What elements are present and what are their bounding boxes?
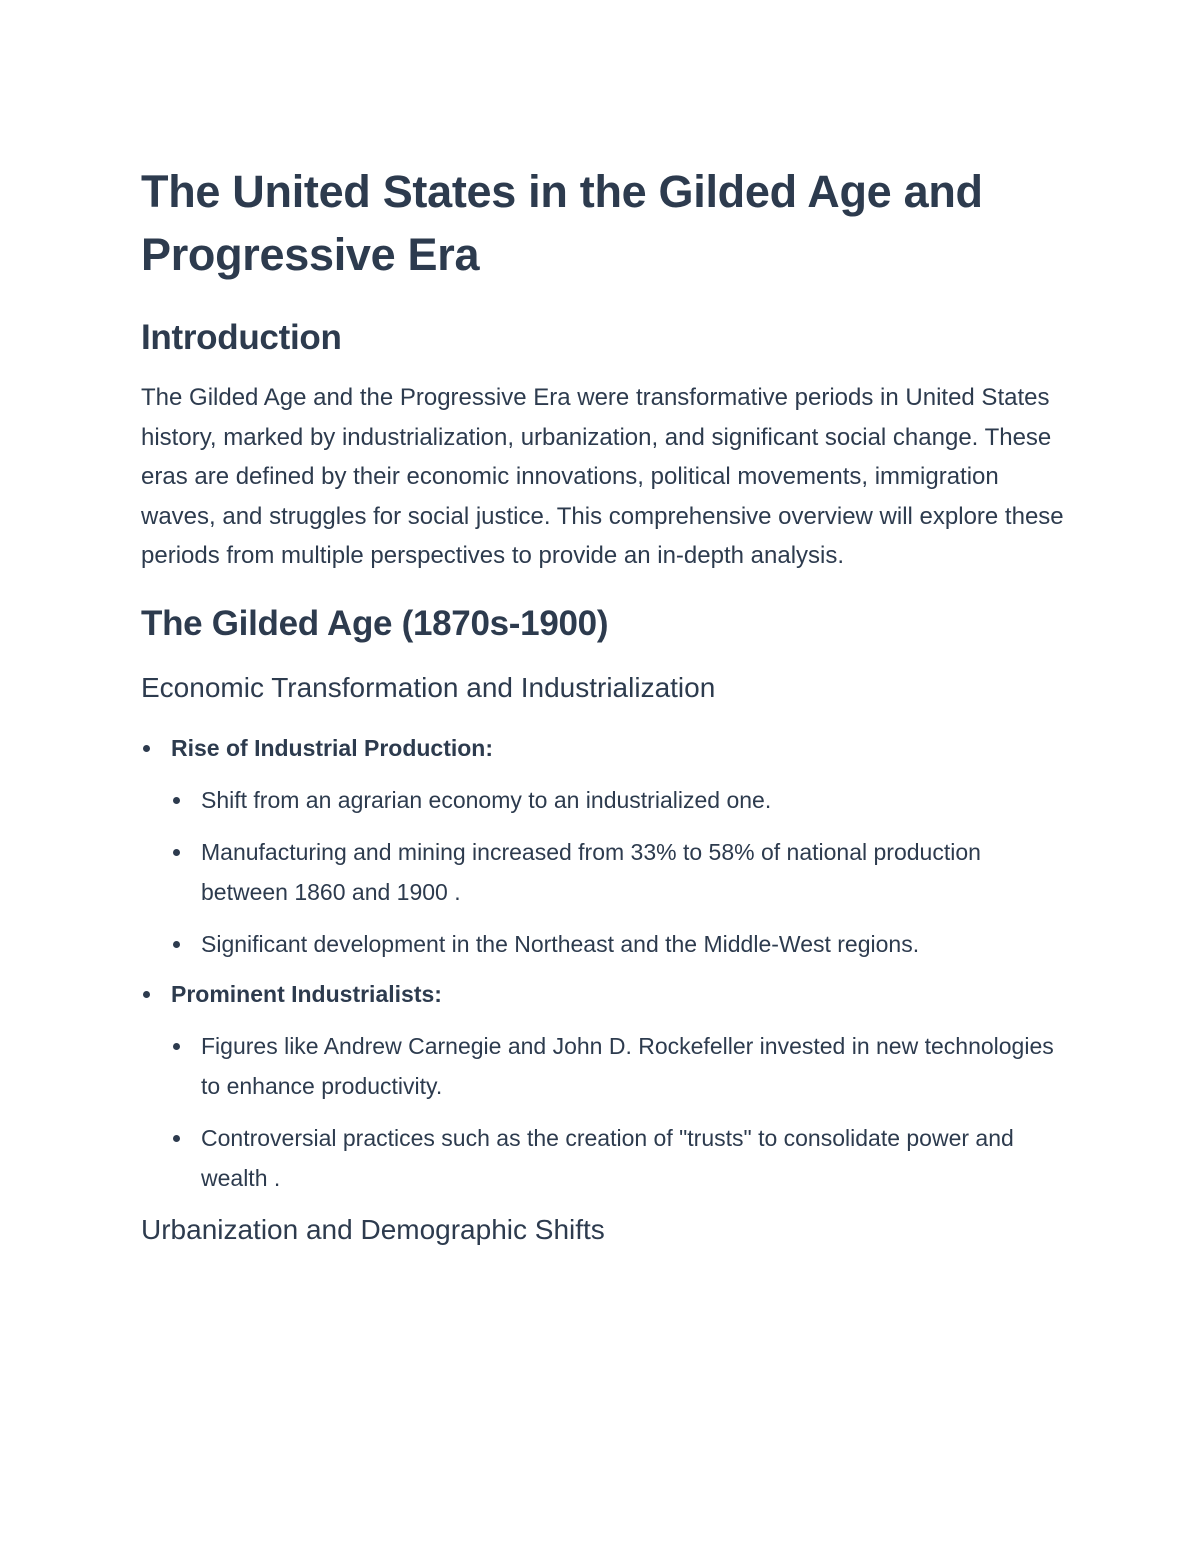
- list-item-heading: Prominent Industrialists:: [171, 980, 442, 1007]
- sub-list: [171, 780, 1071, 964]
- sub-list: [171, 1026, 1071, 1198]
- list-item-text: Controversial practices such as the creation of "trusts" to consolidate power and wealth .: [201, 1124, 1014, 1191]
- urbanization-heading: Urbanization and Demographic Shifts: [141, 1213, 605, 1245]
- bullet-icon: [173, 849, 180, 856]
- list-item-text: Shift from an agrarian economy to an industrialized one.: [201, 786, 772, 813]
- document-title: The United States in the Gilded Age and Progressive Era: [141, 166, 983, 280]
- list-item-heading: Rise of Industrial Production:: [171, 734, 494, 761]
- bullet-icon: [173, 1135, 180, 1142]
- list-item: [141, 974, 1071, 1198]
- list-item: [141, 728, 1071, 964]
- list-item: [171, 1026, 1071, 1106]
- bullet-icon: [173, 941, 180, 948]
- list-item: [171, 832, 1071, 912]
- list-item: [171, 780, 1071, 820]
- bullet-icon: [143, 745, 150, 752]
- gilded-age-heading: The Gilded Age (1870s-1900): [141, 603, 609, 643]
- bullet-icon: [143, 991, 150, 998]
- economic-list: [141, 728, 1071, 1198]
- list-item-text: Significant development in the Northeast and the Middle-West regions.: [201, 930, 920, 957]
- introduction-heading: Introduction: [141, 318, 342, 357]
- introduction-paragraph: The Gilded Age and the Progressive Era were transformative periods in United States history, marked by industrialization, urbanization, and significant social change. These eras are defined by their economic innovations, political movements, immigration waves, and struggles for social justice. This comprehensive overview will explore these periods from multiple perspectives to provide an in-depth analysis.: [141, 384, 1064, 569]
- bullet-icon: [173, 1043, 180, 1050]
- list-item-text: Figures like Andrew Carnegie and John D. Rockefeller invested in new technologies to enhance productivity.: [201, 1032, 1054, 1099]
- list-item: [171, 1118, 1071, 1198]
- economic-transformation-heading: Economic Transformation and Industrialization: [141, 671, 716, 703]
- list-item-text: Manufacturing and mining increased from 33% to 58% of national production between 1860 and 1900 .: [201, 838, 981, 905]
- bullet-icon: [173, 797, 180, 804]
- document-page: [141, 160, 1071, 1250]
- list-item: [171, 924, 1071, 964]
